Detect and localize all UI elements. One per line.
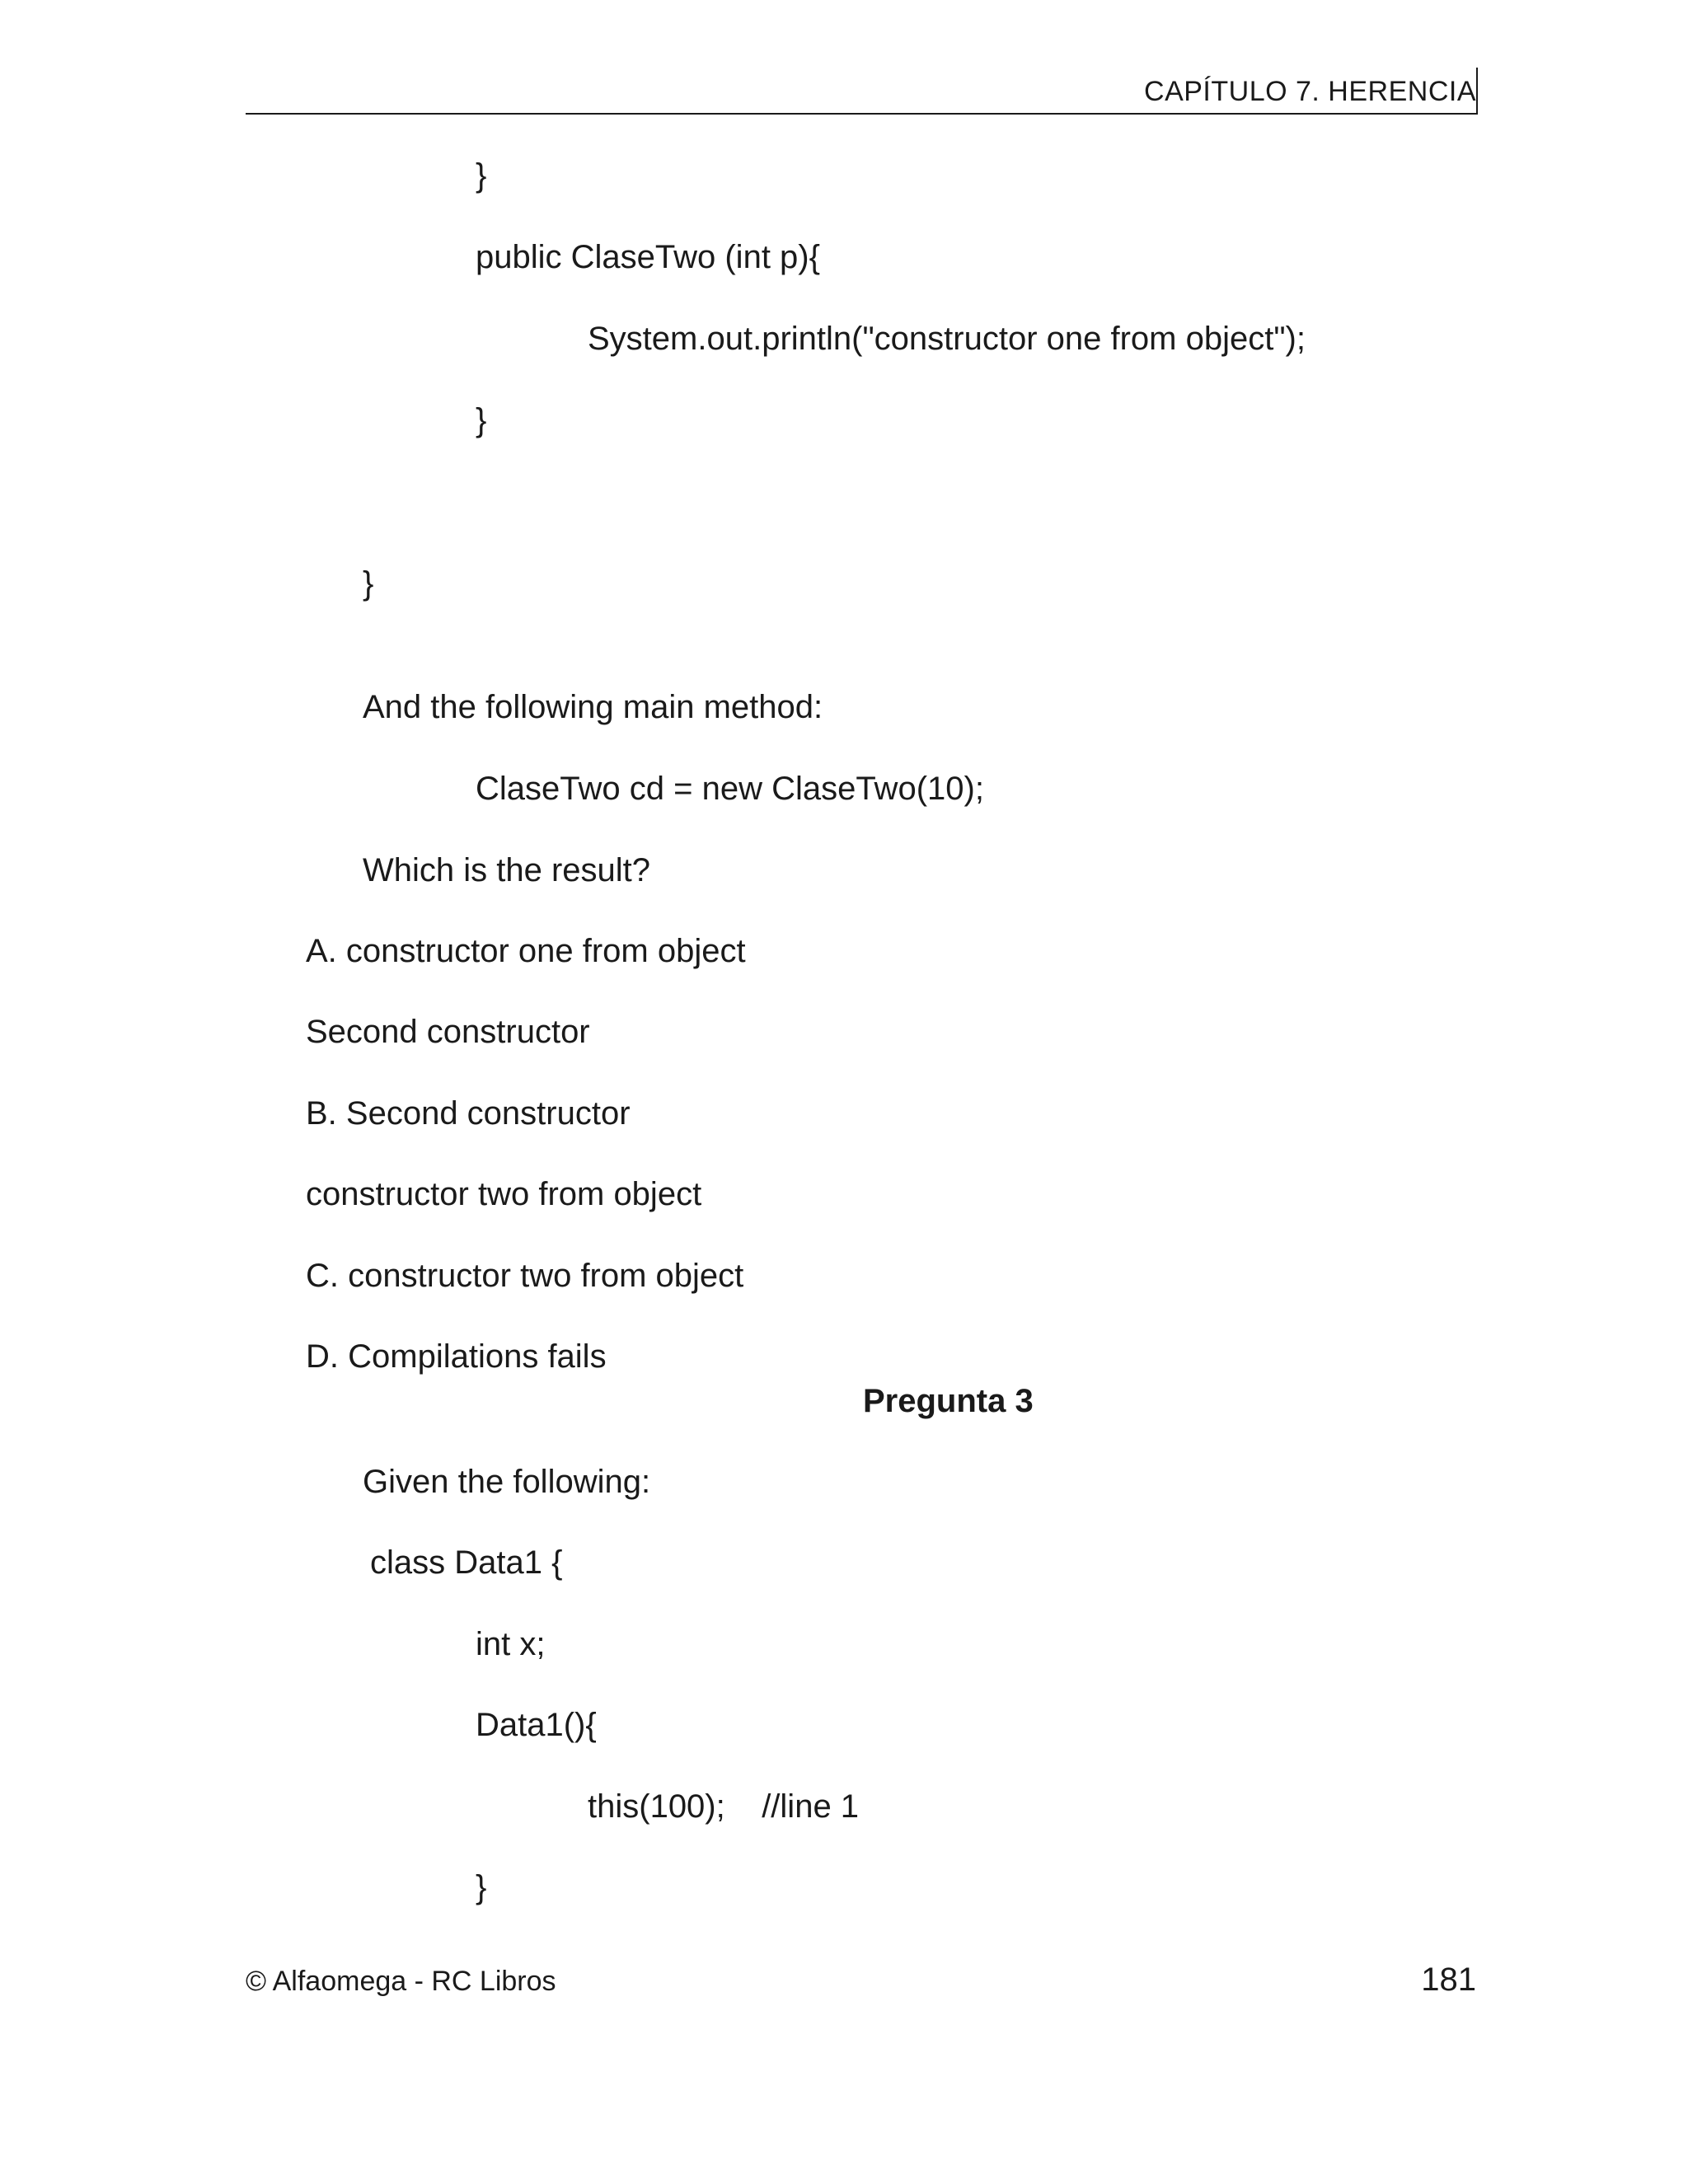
answer-option-a: A. constructor one from object (306, 933, 746, 969)
header-rule-tick (1476, 68, 1478, 114)
prose-given-intro: Given the following: (363, 1464, 651, 1500)
answer-option-d: D. Compilations fails (306, 1338, 607, 1375)
code-constructor-declaration: Data1(){ (476, 1707, 597, 1743)
code-class-declaration: class Data1 { (370, 1544, 563, 1581)
code-main-statement: ClaseTwo cd = new ClaseTwo(10); (476, 771, 984, 807)
answer-option-c: C. constructor two from object (306, 1258, 744, 1294)
code-println-statement: System.out.println("constructor one from object"); (588, 321, 1306, 357)
code-this-call: this(100); //line 1 (588, 1788, 860, 1825)
page-number: 181 (1421, 1961, 1476, 1998)
header-rule (246, 113, 1478, 115)
question-prompt: Which is the result? (363, 852, 651, 888)
code-closing-brace: } (476, 1869, 487, 1905)
code-constructor-signature: public ClaseTwo (int p){ (476, 239, 820, 275)
answer-option-b-continued: constructor two from object (306, 1176, 702, 1212)
code-closing-brace: } (476, 402, 487, 438)
chapter-header: CAPÍTULO 7. HERENCIA (1144, 76, 1476, 107)
question-heading: Pregunta 3 (863, 1383, 1034, 1419)
code-class-closing-brace: } (363, 565, 374, 602)
answer-option-a-continued: Second constructor (306, 1014, 590, 1050)
code-field-declaration: int x; (476, 1626, 546, 1662)
code-closing-brace: } (476, 157, 487, 194)
publisher-credit: © Alfaomega - RC Libros (246, 1966, 556, 1997)
answer-option-b: B. Second constructor (306, 1095, 631, 1132)
prose-main-method-intro: And the following main method: (363, 689, 823, 725)
